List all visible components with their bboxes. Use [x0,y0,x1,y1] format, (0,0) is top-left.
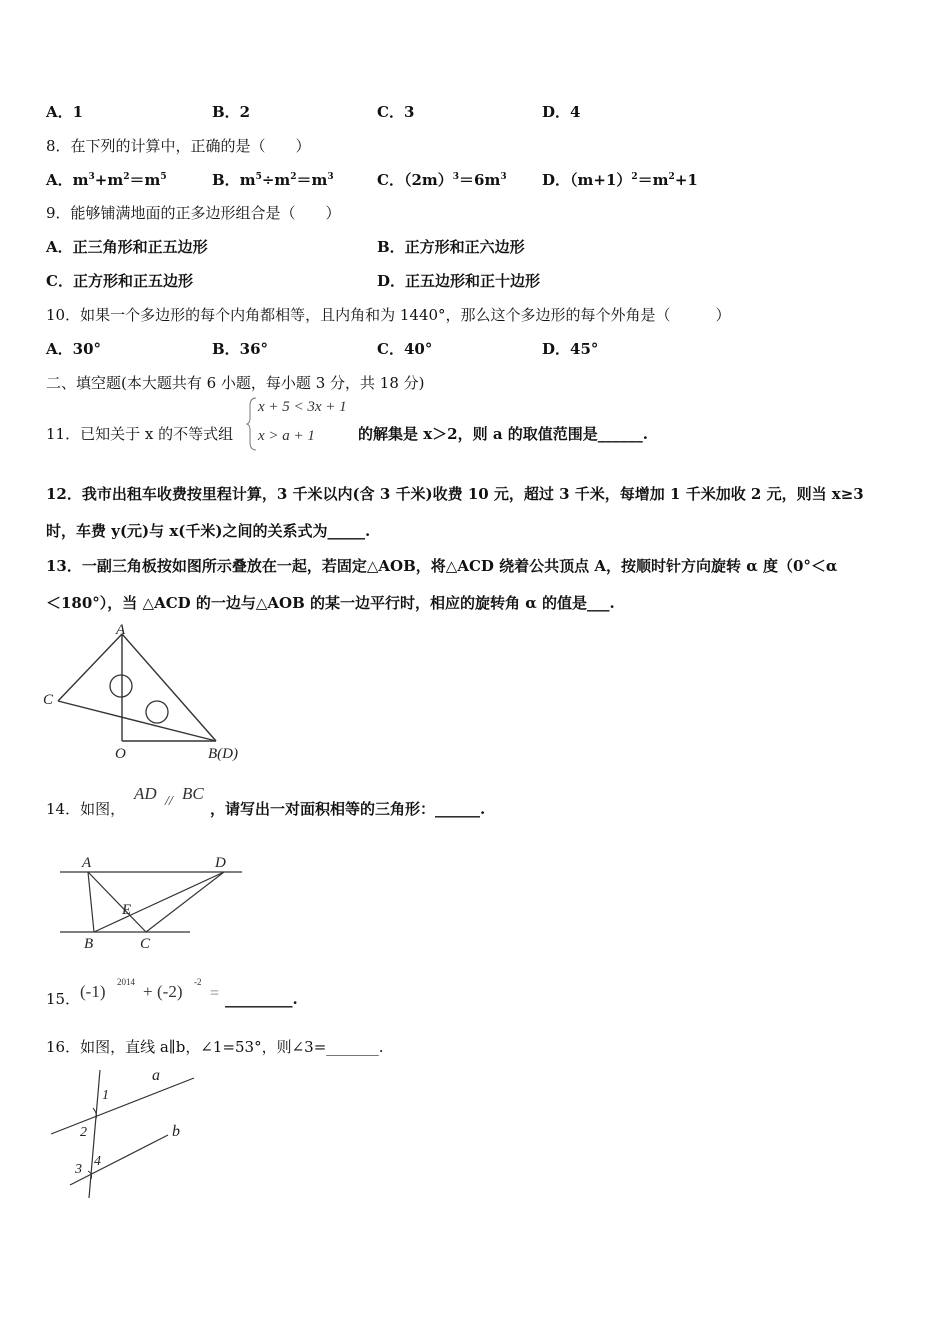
q13-line1: 13．一副三角板按如图所示叠放在一起，若固定△AOB，将△ACD 绕着公共顶点 A，按顺时针方向旋转 α 度（0°＜α [46,557,838,575]
q8-option-d: D．$(m+1)^2=m^2+1$ [542,171,698,189]
q14-suffix: ，请写出一对面积相等的三角形：______. [210,800,486,818]
q16-label-4: 4 [94,1154,101,1169]
q10-option-a: A．30° [46,340,102,358]
q9-option-d: D．正五边形和正十边形 [377,272,541,290]
q15-plus: + [143,982,153,1001]
q12-line2: 时，车费 y(元)与 x(千米)之间的关系式为_____. [46,522,371,540]
q15-blank: _________. [225,990,298,1008]
q10-option-d: D．45° [542,340,599,358]
q9-option-b: B．正方形和正六边形 [377,238,525,256]
q16-figure [46,1064,196,1204]
q13-label-bd: B(D) [208,746,238,762]
q9-option-a: A．正三角形和正五边形 [46,238,208,256]
q14-prefix: 14．如图， [46,800,126,818]
q12-line1: 12．我市出租车收费按里程计算，3 千米以内(含 3 千米)收费 10 元，超过 3 千米，每增加 1 千米加收 2 元，则当 x≥3 [46,485,864,503]
q10-option-b: B．36° [212,340,269,358]
q14-parallel: // [165,794,173,809]
q14-label-b: B [84,936,94,952]
q16-label-1: 1 [102,1088,109,1103]
q16-label-3: 3 [75,1162,82,1177]
q9-stem: 9．能够铺满地面的正多边形组合是（ ） [46,204,341,222]
q13-line2: ＜180°），当 △ACD 的一边与△AOB 的某一边平行时，相应的旋转角 α 的值是___. [46,594,615,612]
q16-label-a: a [152,1067,160,1084]
q16-label-2: 2 [80,1125,87,1140]
q7-option-d: D．4 [542,103,581,121]
q8-option-a: A．$m^3+m^2=m^5$ [46,171,167,189]
q8-stem: 8．在下列的计算中，正确的是（ ） [46,137,311,155]
q11-inequality-2: x > a + 1 [258,428,315,444]
q16-stem: 16．如图，直线 a∥b，∠1=53°，则∠3=_______. [46,1038,384,1056]
q15-number: 15． [46,990,81,1008]
q10-stem: 10．如果一个多边形的每个内角都相等，且内角和为 1440°，那么这个多边形的每个外角是（ ） [46,306,731,324]
q13-figure [40,620,260,765]
q8-option-c: C．$(2m)^3=6m^3$ [377,171,507,189]
q11-inequality-1: x + 5 < 3x + 1 [258,399,347,415]
q11-prefix: 11．已知关于 x 的不等式组 [46,425,234,443]
q14-label-e: E [122,902,132,918]
q11-suffix: 的解集是 x＞2，则 a 的取值范围是______. [358,425,648,443]
q7-option-a: A．1 [46,103,84,121]
q15-term1: (-1) [80,982,106,1001]
q13-label-c: C [43,692,54,708]
q14-ad: AD [134,784,157,803]
q15-term2: (-2) [157,982,183,1001]
q16-label-b: b [172,1123,180,1140]
q14-label-d: D [215,855,226,871]
q14-bc: BC [182,784,204,803]
q10-option-c: C．40° [377,340,433,358]
q14-label-a: A [82,855,92,871]
q15-equals: = [210,985,220,1002]
q15-exp1: 2014 [117,977,135,987]
q14-figure [50,848,250,953]
q7-option-b: B．2 [212,103,251,121]
q13-label-a: A [116,622,126,638]
q8-option-b: B．$m^5\div m^2=m^3$ [212,171,334,189]
q9-option-c: C．正方形和正五边形 [46,272,193,290]
section-heading: 二、填空题(本大题共有 6 小题，每小题 3 分，共 18 分) [46,374,425,392]
q14-label-c: C [140,936,151,952]
q13-label-o: O [115,746,126,762]
q15-exp2: -2 [194,977,202,987]
q7-option-c: C．3 [377,103,415,121]
